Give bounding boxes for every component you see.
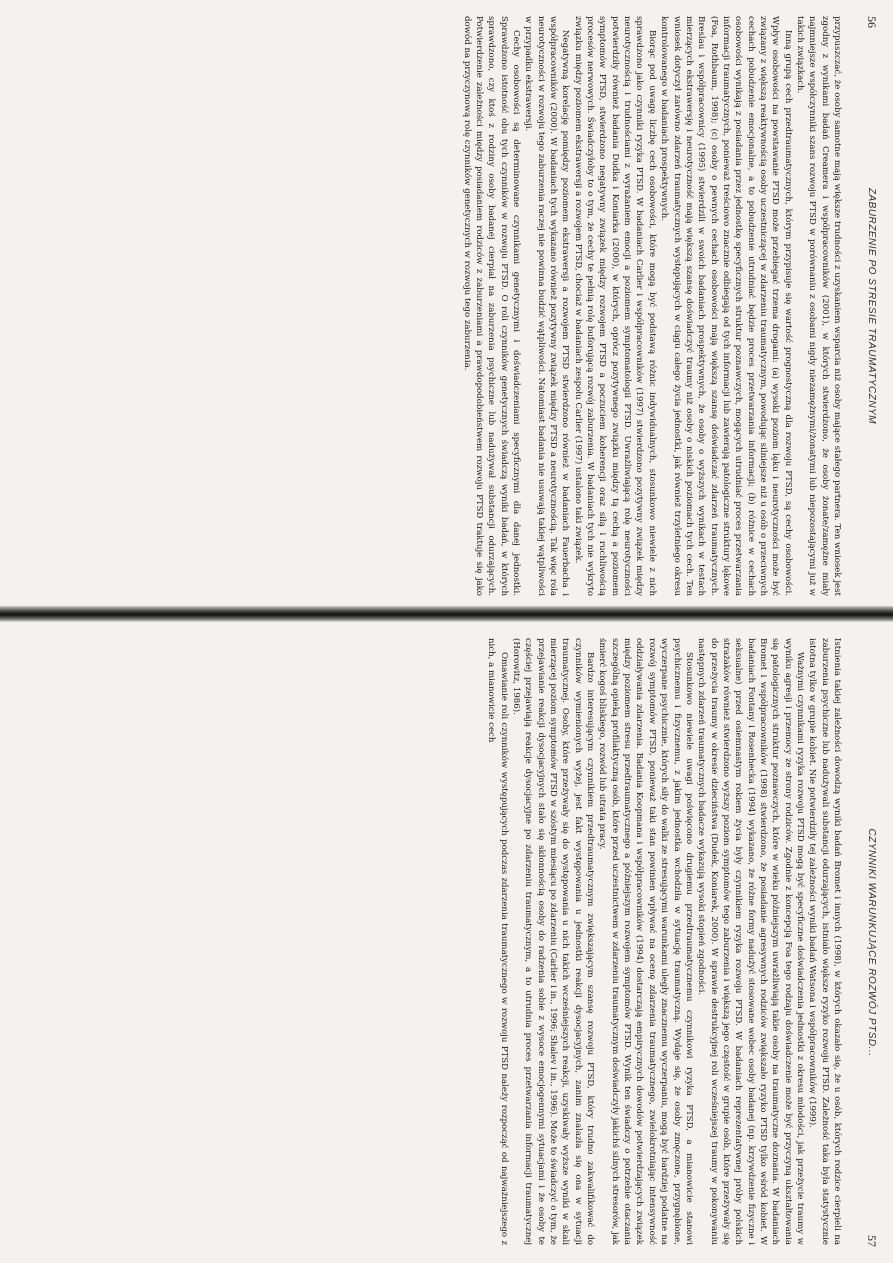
- paragraph: Biorąc pod uwagę liczbę cech osobowości, które mogą być podstawą różnic indywidualnych, stosunkowo niewiele z nich sprawdzono jako czynniki ryzyka PTSD. W badaniach Carlier i współpracowników (1997) stwierdzono pozytywny związek między neurotycznością i trudnościami z wyrażaniem emocji a poziomem symptomatologii PTSD. Uwrażliwiającą rolę neurotyczności potwierdziły również badania Dudka i Koniarka (2000), w których, oprócz pozytywnego związku między tą cechą a poziomem symptomów PTSD, stwierdzono negatywny związek między rozwojem PTSD a poczuciem koherencji oraz siłą i ruchliwością procesów nerwowych. Świadczyłoby to o tym, że cechy te pełnią rolę buforującą rozwój zaburzenia. W badaniach tych nie wykryto związku między poziomem ekstrawersji a rozwojem PTSD, chociaż w badaniach zespołu Carlier (1997) ustalono taki związek.: [572, 16, 657, 596]
- paragraph: Istnienia takiej zależności dowodzą wyniki badań Bromet i innych (1998), w których okazało się, że u osób, których rodzice cierpieli na zaburzenia psychiczne lub nadużywali substancji odurzających, istniało większe ryzyko rozwoju PTSD. Zależność taka była statystycznie istotna tylko w grupie kobiet. Nie potwierdziły tej zależności wyniki badań Watsona i współpracowników (1999).: [807, 638, 842, 1245]
- page-57: [0, 622, 893, 1263]
- paragraph: Inną grupą cech przedtraumatycznych, którym przypisuje się wartość prognostyczną dla rozwoju PTSD, są cechy osobowości. Wpływ osobowości na powstawanie PTSD może przebiegać trzema drogami: (a) wysoki poziom lęku i neurotyczności może być związany z większą reaktywnością osoby uczestniczącej w zdarzeniu traumatycznym, powodując silniejsze niż u osób o przeciwnych cechach pobudzenie emocjonalne, a to pobudzenie utrudniać będzie proces przetwarzania informacji; (b) różnice w cechach osobowości wynikają z posiadania przez jednostkę specyficznych struktur poznawczych, mogących utrudniać proces przetwarzania informacji traumatycznych, ponieważ treściowo znacznie odbiegają od tych informacji lub zawierają patologiczne struktury lękowe (Foa, Rothbaum, 1998); (c) osoby o pewnych cechach osobowości mają większą szansę doświadczać zdarzeń traumatycznych. Breslau i współpracownicy (1995) stwierdzili w swoich badaniach prospektywnych, że osoby o wyższych wynikach w testach mierzących ekstrawersję i neurotyczność mają większą szansę doświadczyć traumy niż osoby o niskich poziomach tych cech. Ten wniosek dotyczył zarówno zdarzeń traumatycznych występujących w ciągu całego życia jednostki, jak również trzyletniego okresu kontrolowanego w badaniach prospektywnych.: [659, 16, 793, 596]
- paragraph: Omawianie roli czynników występujących podczas zdarzenia traumatycznego w rozwoju PTSD należy rozpocząć od najważniejszego z nich, a mianowicie cech: [486, 638, 509, 1245]
- page-57-sheet: [0, 622, 893, 1263]
- paragraph: Ważnymi czynnikami ryzyka rozwoju PTSD mogą być specyficzne doświadczenia jednostki z okresu młodości, jak przeżycie traumy w wyniku agresji i przemocy ze strony rodziców. Zgodnie z koncepcją Foa tego rodzaju doświadczenie może być przyczyną ukształtowania się patologicznych struktur poznawczych, które w wieku późniejszym uwrażliwiają takie osoby na traumatyczne doznania. W badaniach Bromet i współpracowników (1998) stwierdzono, że posiadanie agresywnych rodziców zwiększało ryzyko PTSD tylko wśród kobiet. W badaniach Fontany i Rosenhecka (1994) wykazano, że różne formy nadużyć stosowane wobec osoby badanej (np. krzywdzenie fizyczne i seksualne) przed osiemnastym rokiem życia były czynnikiem ryzyka rozwoju PTSD. W badaniach reprezentatywnej próby polskich strażaków również stwierdzono wyższy poziom symptomów tego zaburzenia i większą jego częstość w grupie osób, które przeżywały się do przeżycia traumy w okresie dzieciństwa (Dudek, Koniarek, 2000). W sprawie destrukcyjnej roli wcześniejszej traumy w pokonywaniu następnych zdarzeń traumatycznych badacze wykazują wysoki stopień zgodności.: [696, 638, 805, 1245]
- paragraph: Bardzo interesującym czynnikiem przedtraumatycznym zwiększającym szansę rozwoju PTSD, który trudno zakwalifikować do czynników wymienionych wyżej, jest fakt występowania u jednostki reakcji dysocjacyjnych, zanim znalazła się ona w sytuacji traumatycznej. Osoby, które przeżywały się do występowania u nich takich wcześniejszych reakcji, uzyskiwały wyższe wyniki w skali mierzącej poziom symptomów PTSD w szóstym miesiącu po zdarzeniu (Carlier i in., 1996; Shalev i in., 1996). Może to świadczyć o tym, że przejawianie reakcji dysocjacyjnych stało się skłonnością osoby do radzenia sobie z wysoce emocjogennymi sytuacjami i że osoby te częściej przejawiają reakcje dysocjacyjne po zdarzeniu traumatycznym, a to utrudnia proces przetwarzania informacji traumatycznej (Horowitz, 1986).: [511, 638, 596, 1245]
- body-text: [460, 16, 843, 596]
- paragraph: przypuszczać, że osoby samotne mają większe trudności z uzyskaniem wsparcia niż osoby mające stałego partnera. Ten wniosek jest zgodny z wynikami badań Creamera i współpracowników (2001), w których stwierdzono, że osoby żonate/zamężne miały najmniejsze współczynniki szans rozwoju PTSD w porównaniu z osobami nigdy niezamężnymi/żonatymi lub niepozostającymi już w takich związkach.: [794, 16, 842, 596]
- book-spine-fold: [0, 606, 893, 622]
- running-head: CZYNNIKI WARUNKUJĄCE ROZWÓJ PTSD...: [866, 828, 877, 1057]
- paragraph: Cechy osobowości są determinowane czynnikami genetycznymi i doświadczeniami specyficznymi dla danej jednostki. Sprawdzono istotność obu tych czynników w rozwoju PTSD. O roli czynników genetycznych świadczą wyniki badań, w których sprawdzono, czy ktoś z rodziny osoby badanej cierpiał na zaburzenia psychiczne lub nadużywał substancji odurzających. Potwierdzenie zależności między posiadaniem rodziców z zaburzeniami a prawdopodobieństwem rozwoju PTSD traktuje się jako dowód na przyczynową rolę czynników genetycznych w rozwoju tego zaburzenia.: [461, 16, 522, 596]
- paragraph: Stosunkowo niewiele uwagi poświęcono drugiemu przedtraumatycznemu czynnikowi ryzyka PTSD, a mianowicie stanowi psychicznemu i fizycznemu, z jakim jednostka wchodziła w sytuację traumatyczną. Wydaje się, że osoby zmęczone, przygnębione, wyczerpane psychicznie, których siły do walki ze stresującymi warunkami uległy znacznemu wyczerpaniu, mogą być bardziej podatne na rozwój symptomów PTSD, ponieważ taki stan powinien wpływać na ocenę zdarzenia traumatycznego, zwielokrotniając intensywność oddziaływania zdarzenia. Badania Koopmana i współpracowników (1994) dostarczają empirycznych dowodów potwierdzających związek między poziomem stresu przedtraumatycznego a późniejszym rozwojem symptomów PTSD. Wynik ten świadczy o potrzebie otaczania szczególną opieką profilaktyczną osób, które przed uczestnictwem w zdarzeniu traumatycznym doświadczyły jakichś silnych stresorów, jak śmierć kogoś bliskiego, rozwód lub utrata pracy.: [597, 638, 694, 1245]
- page-56-sheet: [0, 0, 893, 612]
- page-56: [0, 0, 893, 612]
- body-text: [485, 638, 843, 1245]
- paragraph: Negatywną korelację pomiędzy poziomem ekstrawersji a rozwojem PTSD stwierdzono również w badaniach Fauerbacha i współpracowników (2000). W badaniach tych wykazano również pozytywny związek między PTSD a neurotycznością. Tak więc rola neurotyczności w rozwoju tego zaburzenia raczej nie powinna budzić wątpliwości. Natomiast badania nie usuwają takiej wątpliwości w przypadku ekstrawersji.: [523, 16, 571, 596]
- page-number: 56: [865, 16, 879, 28]
- running-head: ZABURZENIE PO STRESIE TRAUMATYCZNYM: [866, 187, 877, 425]
- page-number: 57: [865, 1235, 879, 1247]
